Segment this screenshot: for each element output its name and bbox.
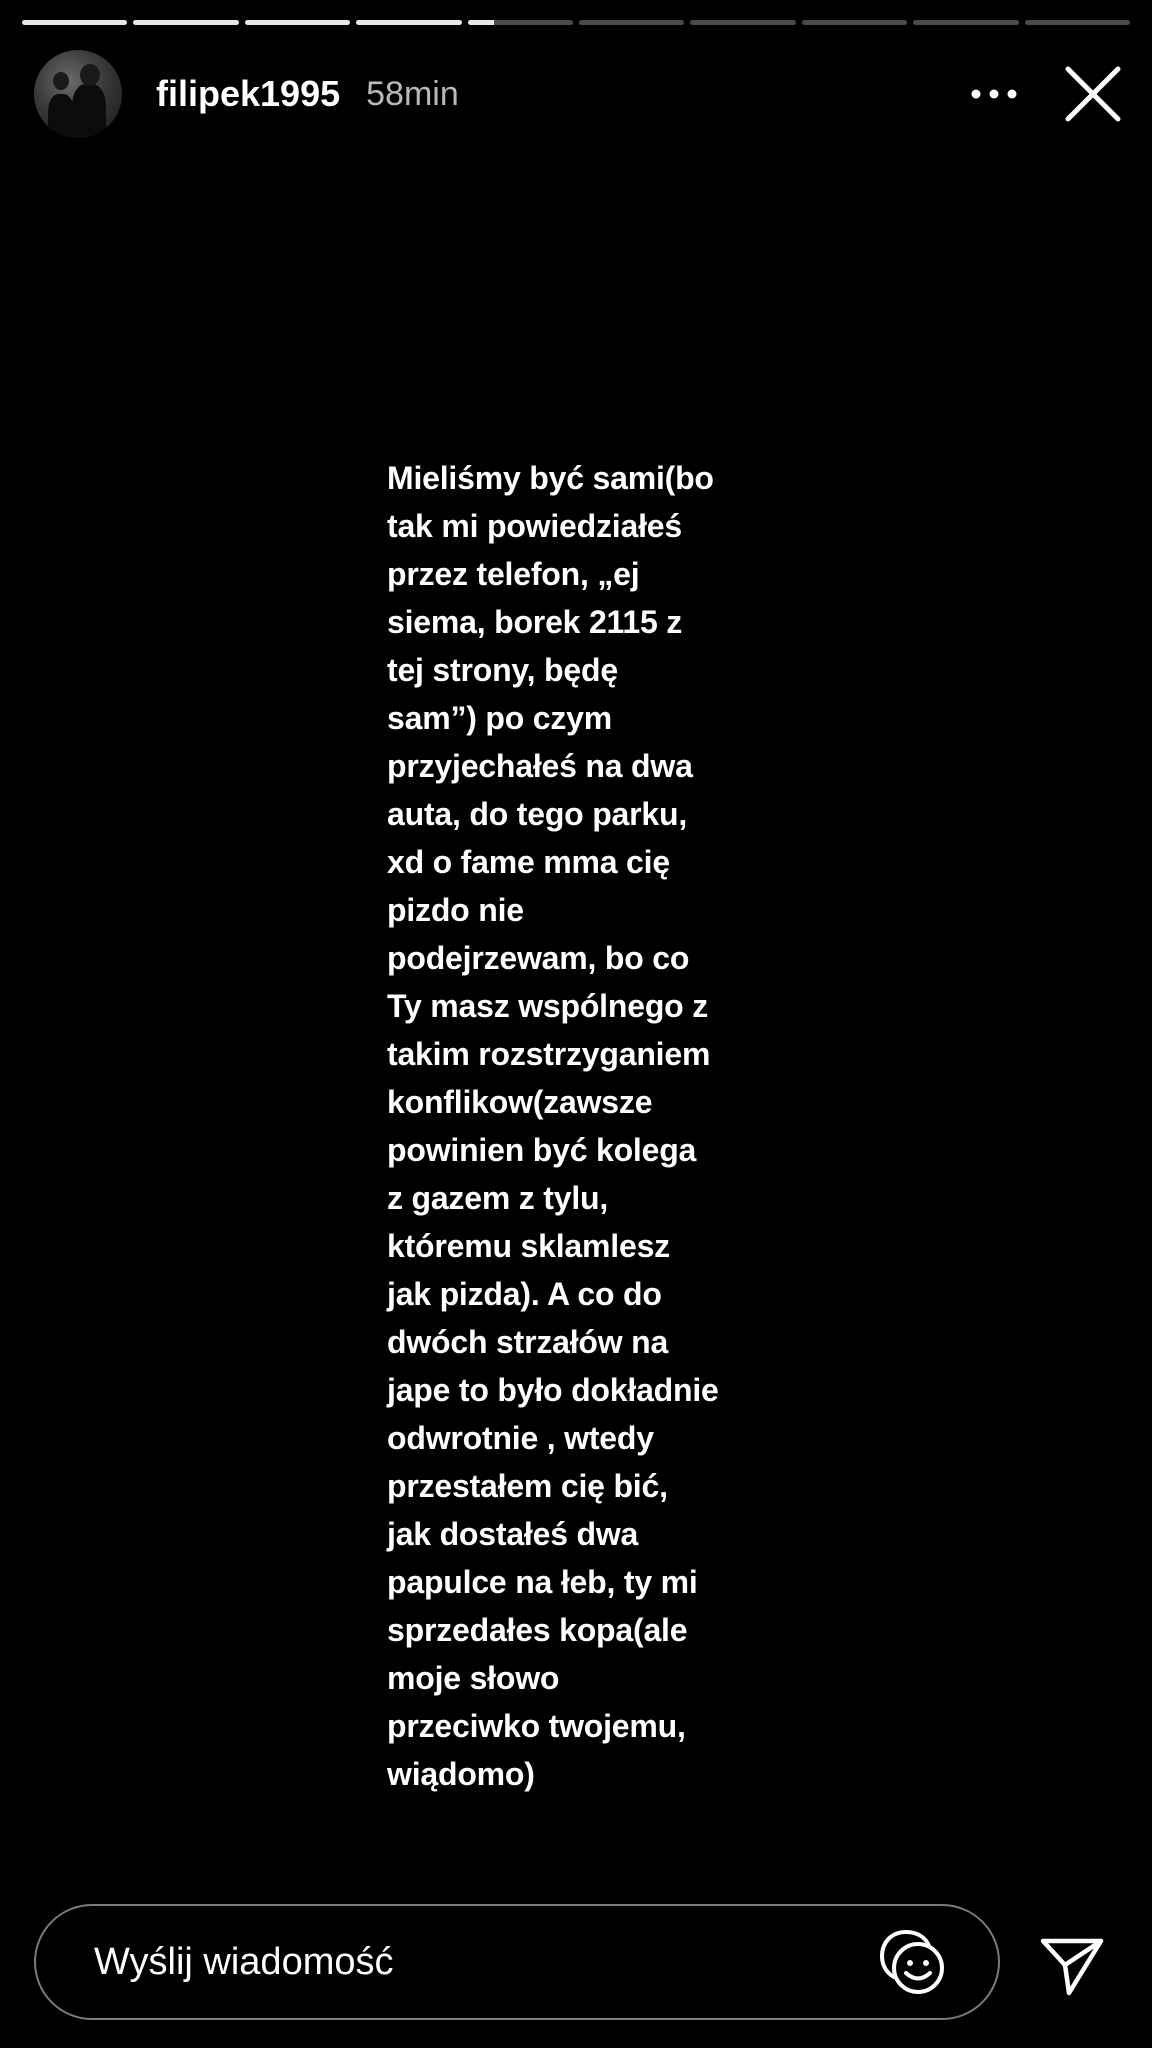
progress-segment: [579, 20, 684, 25]
progress-segment: [468, 20, 573, 25]
progress-segment-fill: [133, 20, 238, 25]
avatar-figure-head: [53, 72, 69, 90]
message-input[interactable]: [92, 1940, 872, 1985]
story-progress-bar: [22, 20, 1130, 26]
avatar-figure-head: [80, 64, 100, 86]
send-icon: [1039, 1935, 1105, 1997]
sticker-button[interactable]: [872, 1922, 952, 2002]
progress-segment: [22, 20, 127, 25]
send-button[interactable]: [1036, 1930, 1108, 2002]
progress-segment: [690, 20, 795, 25]
close-icon: [1064, 65, 1122, 123]
progress-segment: [133, 20, 238, 25]
close-button[interactable]: [1058, 59, 1128, 129]
progress-segment: [1025, 20, 1130, 25]
avatar[interactable]: [34, 50, 122, 138]
progress-segment: [913, 20, 1018, 25]
avatar-figure: [72, 84, 106, 138]
progress-segment: [245, 20, 350, 25]
sticker-smile-icon: [876, 1926, 948, 1998]
story-text-content: Mieliśmy być sami(bo tak mi powiedziałeś przez telefon, „ej siema, borek 2115 z tej strony, będę sam”) po czym przyjechałeś na dwa auta, do tego parku, xd o fame mma cię pizdo nie podejrzewam, bo co Ty masz wspólnego z takim rozstrzyganiem konflikow(zawsze powinien być kolega z gazem z tylu, któremu sklamlesz jak pizda). A co do dwóch strzałów na jape to było dokładnie odwrotnie , wtedy przestałem cię bić, jak dostałeś dwa papulce na łeb, ty mi sprzedałes kopa(ale moje słowo przeciwko twojemu, wiądomo): [387, 460, 719, 1792]
avatar-figure: [48, 94, 74, 138]
progress-segment: [802, 20, 907, 25]
more-horizontal-icon: [970, 88, 1018, 100]
progress-segment-fill: [245, 20, 350, 25]
story-header: [34, 50, 1128, 138]
progress-segment-fill: [356, 20, 461, 25]
progress-segment-fill: [468, 20, 494, 25]
progress-segment: [356, 20, 461, 25]
reply-bar: [34, 1904, 1000, 2020]
post-time: 58min: [366, 74, 459, 113]
progress-segment-fill: [22, 20, 127, 25]
more-options-button[interactable]: [964, 64, 1024, 124]
username[interactable]: filipek1995: [156, 73, 341, 114]
